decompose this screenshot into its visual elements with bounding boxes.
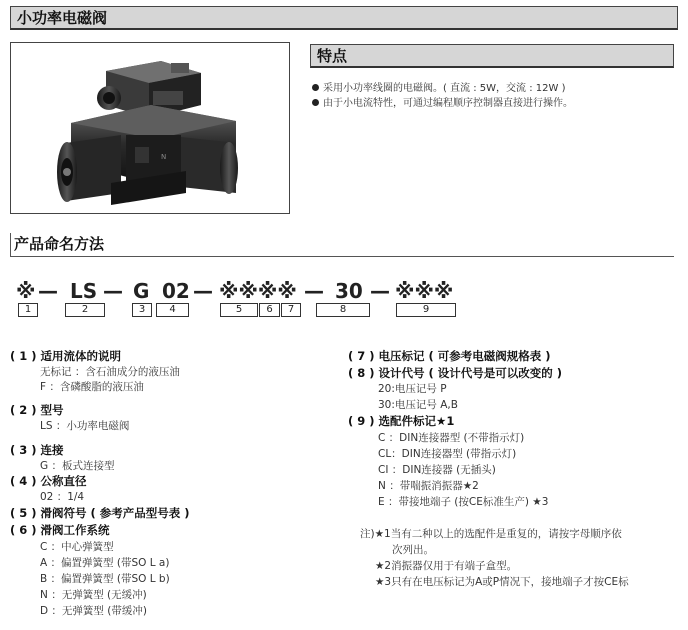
note-line: 次列出。: [392, 544, 434, 556]
code-separator: —: [38, 279, 58, 303]
features-heading: 特点: [310, 44, 674, 68]
feature-item: 由于小电流特性，可通过编程顺序控制器直接进行操作。: [312, 94, 573, 109]
heading-bar: [10, 233, 11, 257]
section-line: CL：DIN连接器型 (带指示灯): [378, 448, 517, 460]
section-heading: ( 7 ) 电压标记 ( 可参考电磁阀规格表 ): [348, 349, 551, 363]
code-box-8: 8: [316, 303, 370, 317]
section-line: 20:电压记号 P: [378, 383, 447, 395]
code-box-9: 9: [396, 303, 456, 317]
code-separator: —: [304, 279, 324, 303]
section-line: D ：无弹簧型 (带缓冲): [40, 605, 147, 617]
note-line: 注)★1当有二种以上的选配件是重复的，请按字母顺序依: [360, 528, 622, 540]
note-line: ★3只有在电压标记为A或P情况下，接地端子才按CE标: [375, 576, 629, 588]
section-heading: ( 6 ) 滑阀工作系统: [10, 523, 110, 537]
code-part-connection: G: [133, 279, 150, 303]
code-separator: —: [370, 279, 390, 303]
svg-text:N: N: [161, 153, 167, 161]
code-part-design: 30: [335, 279, 363, 303]
section-heading: ( 9 ) 选配件标记★1: [348, 414, 455, 428]
section-line: F ：含磷酸脂的液压油: [40, 381, 144, 393]
code-box-7: 7: [281, 303, 301, 317]
section-heading: ( 5 ) 滑阀符号 ( 参考产品型号表 ): [10, 506, 190, 520]
code-box-2: 2: [65, 303, 105, 317]
section-line: G ：板式连接型: [40, 460, 115, 472]
section-line: CI ：DIN连接器 (无插头): [378, 464, 496, 476]
bullet-icon: [312, 99, 319, 106]
code-box-5: 5: [220, 303, 258, 317]
code-box-1: 1: [18, 303, 38, 317]
code-part-option: ※※※: [395, 279, 454, 303]
section-line: E ：带接地端子 (按CE标准生产) ★3: [378, 496, 549, 508]
code-box-6: 6: [259, 303, 280, 317]
section-line: B ：偏置弹簧型 (带SO L b): [40, 573, 170, 585]
section-line: 30:电压记号 A,B: [378, 399, 458, 411]
bullet-icon: [312, 84, 319, 91]
code-part-size: 02: [162, 279, 190, 303]
page-title: 小功率电磁阀: [10, 6, 678, 30]
section-line: 无标记 ：含石油成分的液压油: [40, 366, 180, 378]
code-separator: —: [193, 279, 213, 303]
code-part-spool: ※※※※: [219, 279, 297, 303]
section-heading: ( 1 ) 适用流体的说明: [10, 349, 122, 363]
note-line: ★2消振器仅用于有端子盒型。: [375, 560, 518, 572]
feature-item: 采用小功率线圈的电磁阀。( 直流 : 5W，交流 : 12W ): [312, 79, 565, 94]
section-line: C ：DIN连接器型 (不带指示灯): [378, 432, 525, 444]
section-line: LS ：小功率电磁阀: [40, 420, 130, 432]
section-line: N ：无弹簧型 (无缓冲): [40, 589, 147, 601]
solenoid-valve-image: [11, 43, 290, 214]
section-line: 02 ：1/4: [40, 491, 85, 503]
section-heading: ( 2 ) 型号: [10, 403, 64, 417]
naming-heading: 产品命名方法: [10, 233, 674, 257]
product-photo: [10, 42, 290, 214]
code-part-model: LS: [70, 279, 98, 303]
section-heading: ( 8 ) 设计代号 ( 设计代号是可以改变的 ): [348, 366, 563, 380]
code-separator: —: [103, 279, 123, 303]
code-box-3: 3: [132, 303, 152, 317]
code-box-4: 4: [156, 303, 189, 317]
section-line: A ：偏置弹簧型 (带SO L a): [40, 557, 170, 569]
section-heading: ( 3 ) 连接: [10, 443, 64, 457]
section-line: N ：带喘振消振器★2: [378, 480, 479, 492]
section-line: C ：中心弹簧型: [40, 541, 114, 553]
code-part-fluid: ※: [16, 279, 36, 303]
section-heading: ( 4 ) 公称直径: [10, 474, 87, 488]
